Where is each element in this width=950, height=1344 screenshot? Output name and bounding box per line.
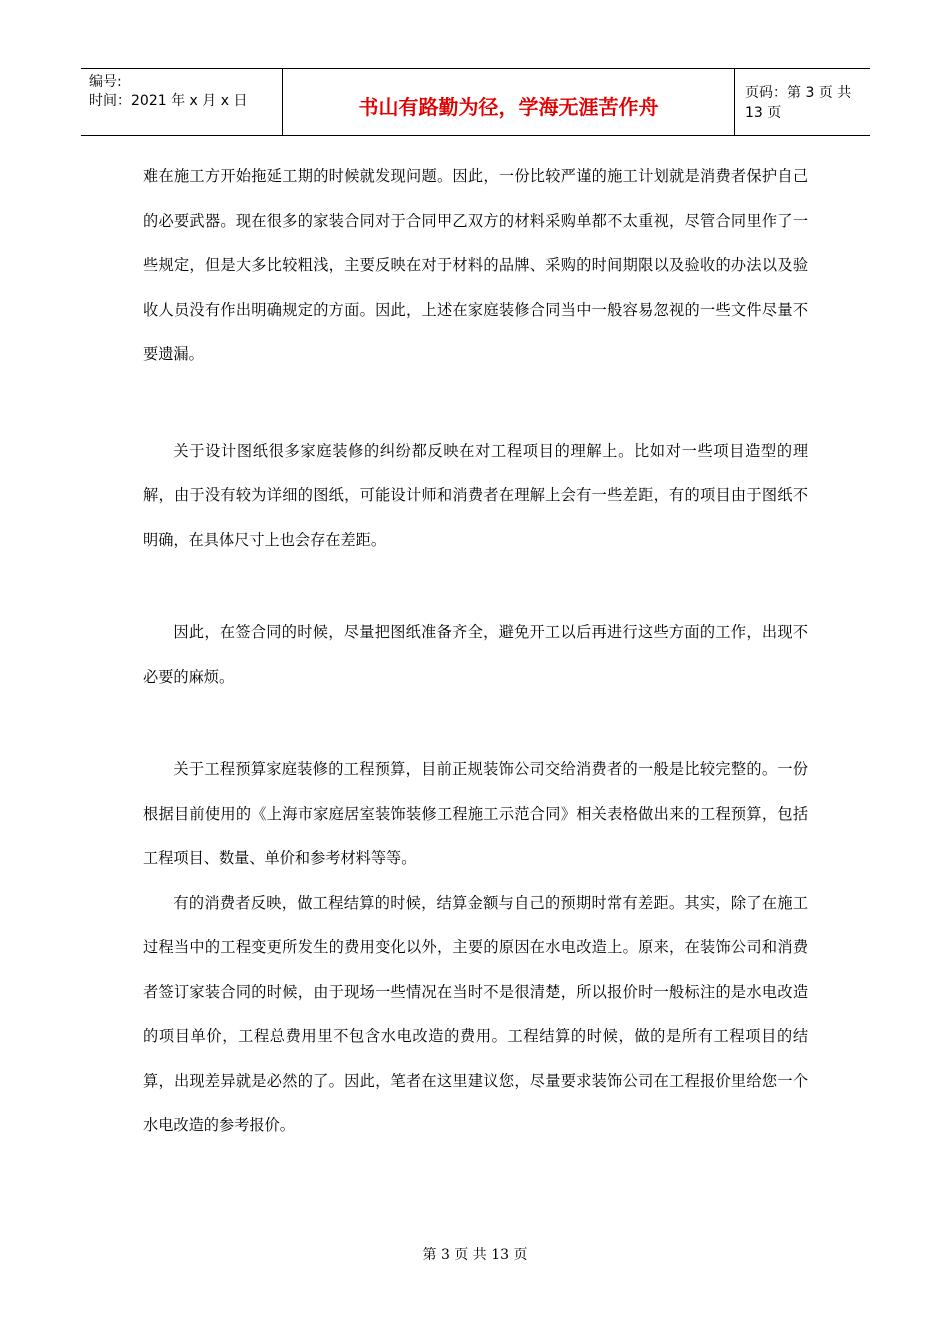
header-page-cell	[735, 69, 870, 135]
paragraph: 因此，在签合同的时候，尽量把图纸准备齐全，避免开工以后再进行这些方面的工作，出现不必要的麻烦。	[143, 623, 808, 686]
header-page-label: 页码：第 3 页 共 13 页	[745, 85, 852, 121]
header-motto: 书山有路勤为径，学海无涯苦作舟	[358, 94, 659, 119]
header-motto-cell	[283, 69, 735, 135]
paragraph: 关于工程预算家庭装修的工程预算，目前正规装饰公司交给消费者的一般是比较完整的。一份根据目前使用的《上海市家庭居室装饰装修工程施工示范合同》相关表格做出来的工程预算，包括工程项目、数量、单价和参考材料等等。	[143, 760, 808, 867]
document-time-label: 时间：2021 年 x 月 x 日	[89, 93, 248, 109]
paragraph: 关于设计图纸很多家庭装修的纠纷都反映在对工程项目的理解上。比如对一些项目造型的理解，由于没有较为详细的图纸，可能设计师和消费者在理解上会有一些差距，有的项目由于图纸不明确，在具体尺寸上也会存在差距。	[143, 441, 808, 549]
paragraph: 有的消费者反映，做工程结算的时候，结算金额与自己的预期时常有差距。其实，除了在施工过程当中的工程变更所发生的费用变化以外，主要的原因在水电改造上。原来，在装饰公司和消费者签订家装合同的时候，由于现场一些情况在当时不是很清楚，所以报价时一般标注的是水电改造的项目单价，工程总费用里不包含水电改造的费用。工程结算的时候，做的是所有工程项目的结算，出现差异就是必然的了。因此，笔者在这里建议您，尽量要求装饰公司在工程报价里给您一个水电改造的参考报价。	[143, 893, 808, 1134]
header-meta	[81, 69, 283, 135]
document-header	[81, 68, 870, 136]
paragraph: 难在施工方开始拖延工期的时候就发现问题。因此，一份比较严谨的施工计划就是消费者保护自己的必要武器。现在很多的家装合同对于合同甲乙双方的材料采购单都不太重视，尽管合同里作了一些规定，但是大多比较粗浅，主要反映在对于材料的品牌、采购的时间期限以及验收的办法以及验收人员没有作出明确规定的方面。因此，上述在家庭装修合同当中一般容易忽视的一些文件尽量不要遗漏。	[143, 167, 808, 363]
document-body	[143, 154, 808, 1148]
page-footer: 第 3 页 共 13 页	[422, 1247, 528, 1263]
document-number-label: 编号:	[89, 74, 122, 90]
